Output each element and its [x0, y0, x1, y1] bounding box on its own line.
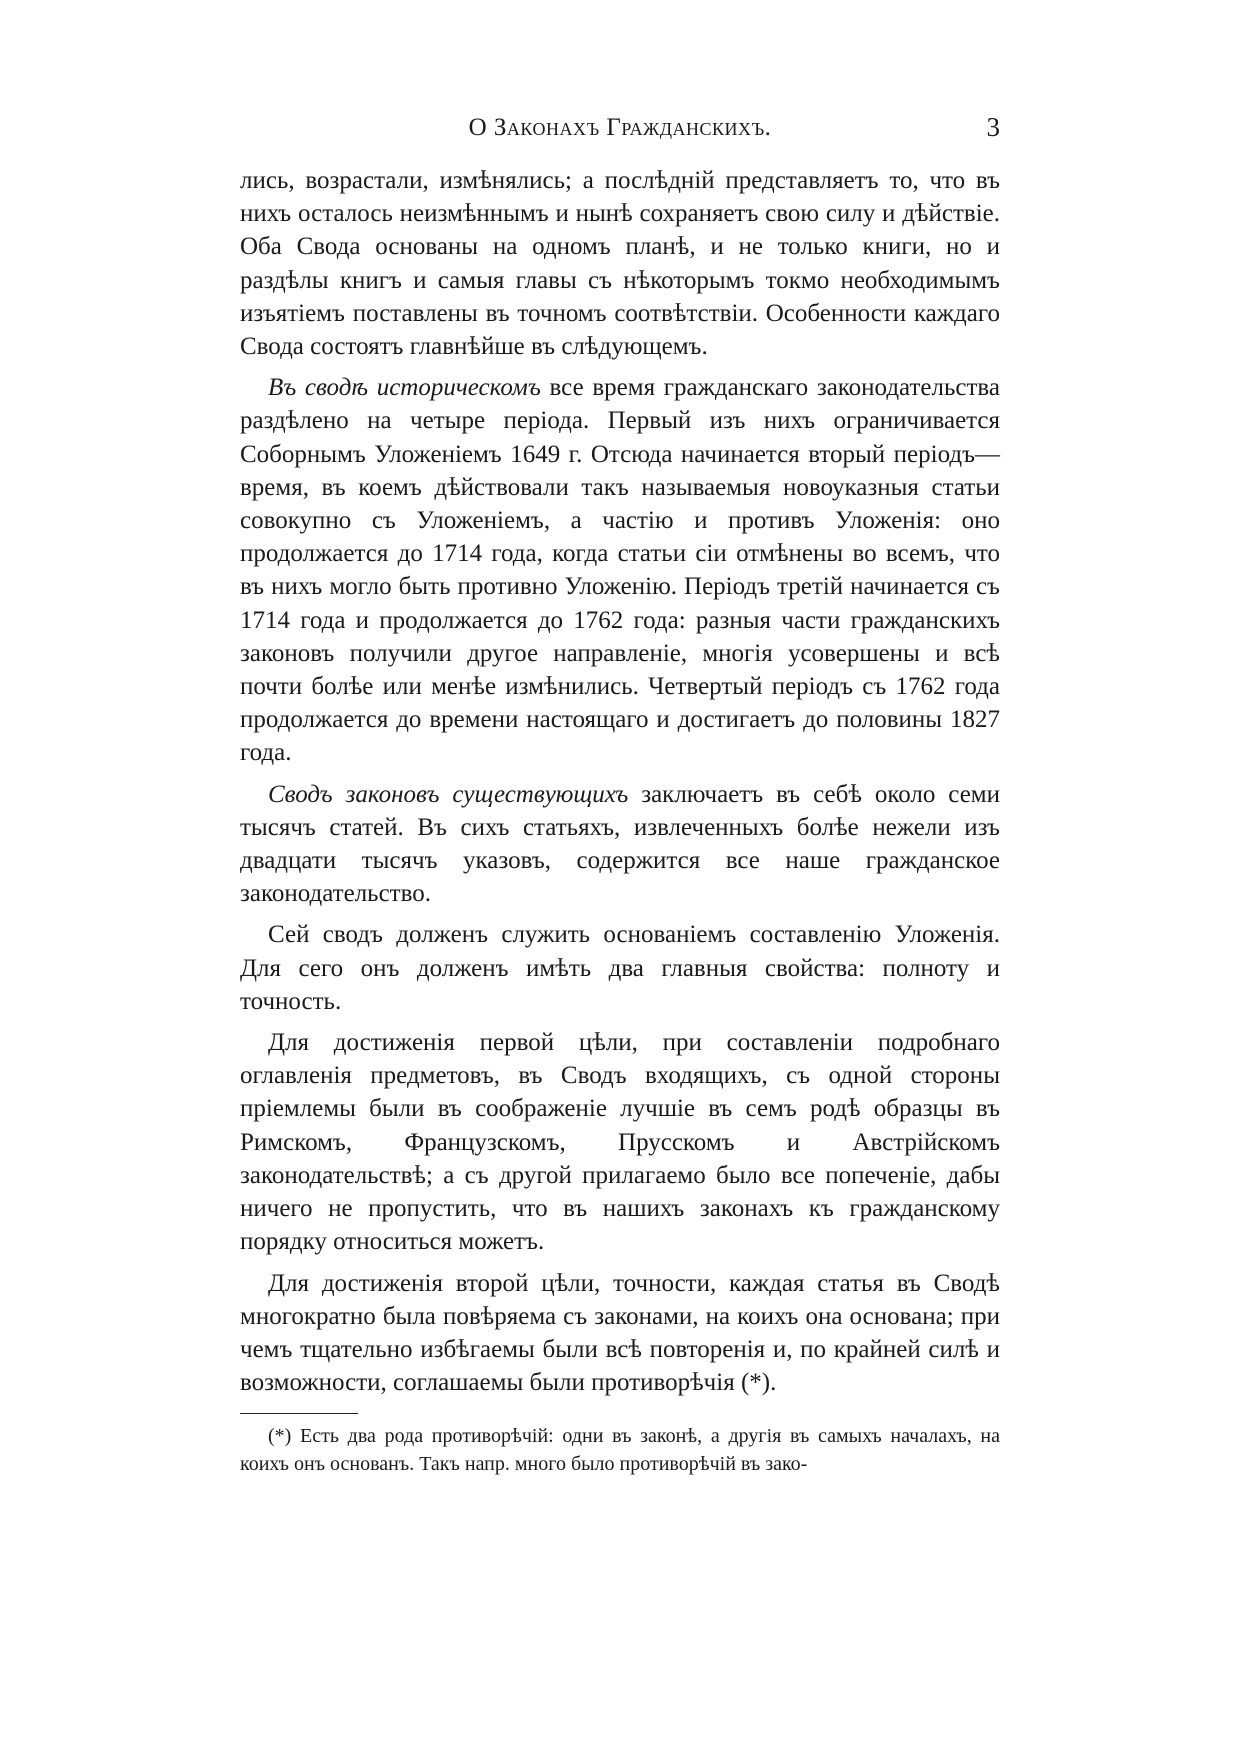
paragraph-lead: Сводъ законовъ существующихъ: [268, 780, 629, 808]
paragraph-text: лись, возрастали, измѣнялись; а послѣдній представляетъ то, что въ нихъ осталось неизмѣннымъ и нынѣ сохраняетъ свою силу и дѣйствіе. Оба Свода основаны на одномъ планѣ, и не только книги, но и раздѣлы книгъ и самыя главы съ нѣкоторымъ токмо необходимымъ изъятіемъ поставлены въ точномъ соотвѣтствіи. Особенности каждаго Свода состоятъ главнѣйше въ слѣдующемъ.: [240, 167, 1000, 361]
page-number: 3: [986, 112, 1000, 142]
paragraph-text: заключаетъ въ себѣ около семи тысячъ статей. Въ сихъ статьяхъ, извлеченныхъ болѣе нежели изъ двадцати тысячъ указовъ, содержится все наше гражданское законодательство.: [240, 780, 1000, 908]
footnote-divider: [240, 1413, 358, 1414]
running-header: [240, 110, 1000, 150]
running-title: О Законахъ Гражданскихъ.: [468, 114, 772, 141]
footnote: (*) Есть два рода противорѣчій: одни въ законѣ, а другія въ самыхъ началахъ, на коихъ онъ основанъ. Такъ напр. много было противорѣчій въ зако-: [240, 1425, 1000, 1476]
paragraph-completeness: [240, 1026, 1000, 1258]
paragraph-existing-laws: [240, 778, 1000, 911]
paragraph-text: Сей сводъ долженъ служить основаніемъ составленію Уложенія. Для сего онъ долженъ имѣть два главныя свойства: полноту и точность.: [240, 921, 1000, 1015]
paragraph-continued: [240, 164, 1000, 363]
paragraph-text: Для достиженія первой цѣли, при составленіи подробнаго оглавленія предметовъ, въ Сводъ входящихъ, съ одной стороны пріемлемы были въ соображеніе лучшіе въ семъ родѣ образцы въ Римскомъ, Французскомъ, Прусскомъ и Австрійскомъ законодательствѣ; а съ другой прилагаемо было все попеченіе, дабы ничего не пропустить, что въ нашихъ законахъ къ гражданскому порядку относиться можетъ.: [240, 1029, 1000, 1256]
paragraph-lead: Въ сводѣ историческомъ: [268, 374, 541, 402]
paragraph-text: Для достиженія второй цѣли, точности, каждая статья въ Сводѣ многократно была повѣряема съ законами, на коихъ она основана; при чемъ тщательно избѣгаемы были всѣ повторенія и, по крайней силѣ и возможности, соглашаемы были противорѣчія (*).: [240, 1269, 1000, 1397]
book-page: [240, 110, 1000, 1478]
paragraph-basis: [240, 918, 1000, 1018]
paragraph-text: все время гражданскаго законодательства раздѣлено на четыре періода. Первый изъ нихъ ограничивается Соборнымъ Уложеніемъ 1649 г. Отсюда начинается вторый періодъ—время, въ коемъ дѣйствовали такъ называемыя новоуказныя статьи совокупно съ Уложеніемъ, а частію и противъ Уложенія: оно продолжается до 1714 года, когда статьи сіи отмѣнены во всемъ, что въ нихъ могло быть противно Уложенію. Періодъ третій начинается съ 1714 года и продолжается до 1762 года: разныя части гражданскихъ законовъ получили другое направленіе, многія усовершены и всѣ почти болѣе или менѣе измѣнились. Четвертый періодъ съ 1762 года продолжается до времени настоящаго и достигаетъ до половины 1827 года.: [240, 374, 1000, 767]
paragraph-historical-code: [240, 371, 1000, 769]
paragraph-accuracy: [240, 1267, 1000, 1400]
